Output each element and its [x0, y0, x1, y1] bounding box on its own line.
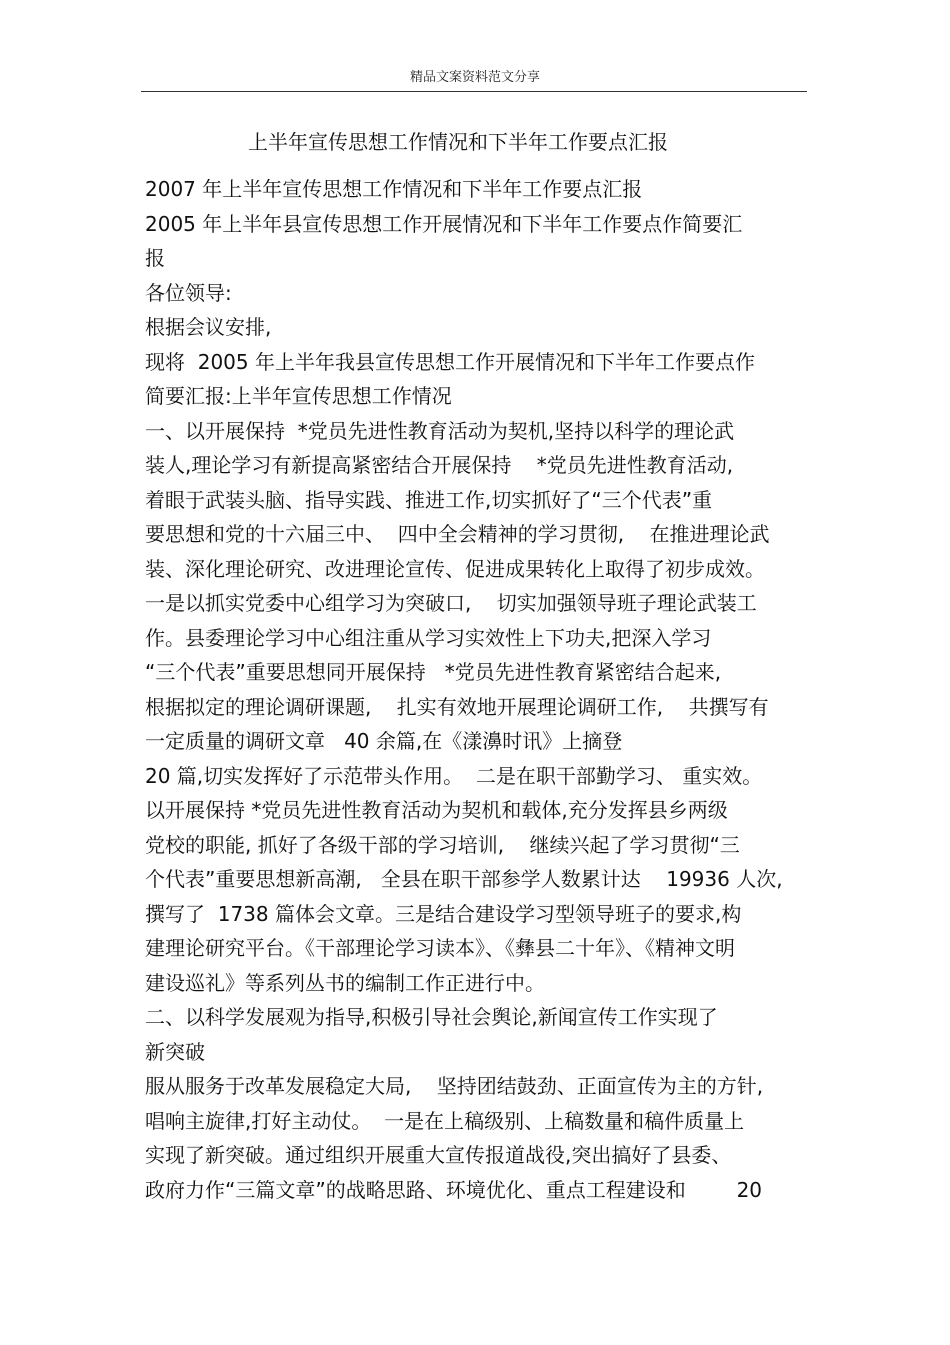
body-line: 装、深化理论研究、改进理论宣传、促进成果转化上取得了初步成效。: [145, 556, 765, 581]
body-line: 简要汇报:上半年宣传思想工作情况: [145, 384, 452, 408]
body-line: 个代表”重要思想新高潮, 全县在职干部参学人数累计达 19936 人次,: [145, 867, 783, 891]
body-line: 现将 2005 年上半年我县宣传思想工作开展情况和下半年工作要点作: [145, 349, 755, 374]
body-line: 2007 年上半年宣传思想工作情况和下半年工作要点汇报: [145, 177, 643, 201]
body-line: 要思想和党的十六届三中、 四中全会精神的学习贯彻, 在推进理论武: [145, 522, 770, 546]
body-line: 建设巡礼》等系列丛书的编制工作正进行中。: [145, 970, 545, 995]
body-line: 以开展保持 *党员先进性教育活动为契机和载体,充分发挥县乡两级: [145, 798, 728, 822]
body-line: 撰写了 1738 篇体会文章。三是结合建设学习型领导班子的要求,构: [145, 901, 742, 926]
body-line: 2005 年上半年县宣传思想工作开展情况和下半年工作要点作简要汇: [145, 211, 743, 236]
body-line: 新突破: [145, 1039, 205, 1064]
body-line: 一、以开展保持 *党员先进性教育活动为契机,坚持以科学的理论武: [145, 418, 735, 443]
body-line: 20 篇,切实发挥好了示范带头作用。 二是在职干部勤学习、 重实效。: [145, 763, 763, 788]
body-line: 唱响主旋律,打好主动仗。 一是在上稿级别、上稿数量和稿件质量上: [145, 1108, 745, 1133]
body-line: 实现了新突破。通过组织开展重大宣传报道战役,突出搞好了县委、: [145, 1143, 732, 1167]
body-line: 一定质量的调研文章 40 余篇,在《漾濞时讯》上摘登: [145, 729, 623, 753]
body-line: 政府力作“三篇文章”的战略思路、环境优化、重点工程建设和 20: [145, 1177, 763, 1202]
body-line: 二、以科学发展观为指导,积极引导社会舆论,新闻宣传工作实现了: [145, 1005, 718, 1029]
body-line: 一是以抓实党委中心组学习为突破口, 切实加强领导班子理论武装工: [145, 591, 757, 615]
body-line: 着眼于武装头脑、指导实践、推进工作,切实抓好了“三个代表”重: [145, 487, 713, 512]
header-divider: [141, 91, 807, 92]
body-line: 根据拟定的理论调研课题, 扎实有效地开展理论调研工作, 共撰写有: [145, 694, 769, 719]
body-line: 建理论研究平台。《干部理论学习读本》、《彝县二十年》、《精神文明: [145, 936, 735, 960]
body-line: 根据会议安排,: [145, 315, 272, 339]
body-line: 装人,理论学习有新提高紧密结合开展保持 *党员先进性教育活动,: [145, 453, 734, 477]
body-line: 报: [145, 246, 165, 270]
body-line: 作。县委理论学习中心组注重从学习实效性上下功夫,把深入学习: [145, 625, 712, 650]
body-line: “三个代表”重要思想同开展保持 *党员先进性教育紧密结合起来,: [145, 660, 722, 684]
page-header: 精品文案资料范文分享: [409, 70, 540, 85]
body-line: 党校的职能, 抓好了各级干部的学习培训, 继续兴起了学习贯彻“三: [145, 832, 740, 857]
document-title: 上半年宣传思想工作情况和下半年工作要点汇报: [248, 130, 668, 154]
body-line: 服从服务于改革发展稳定大局, 坚持团结鼓劲、正面宣传为主的方针,: [145, 1074, 764, 1098]
document-body: [145, 172, 815, 1207]
body-line: 各位领导:: [145, 280, 232, 305]
